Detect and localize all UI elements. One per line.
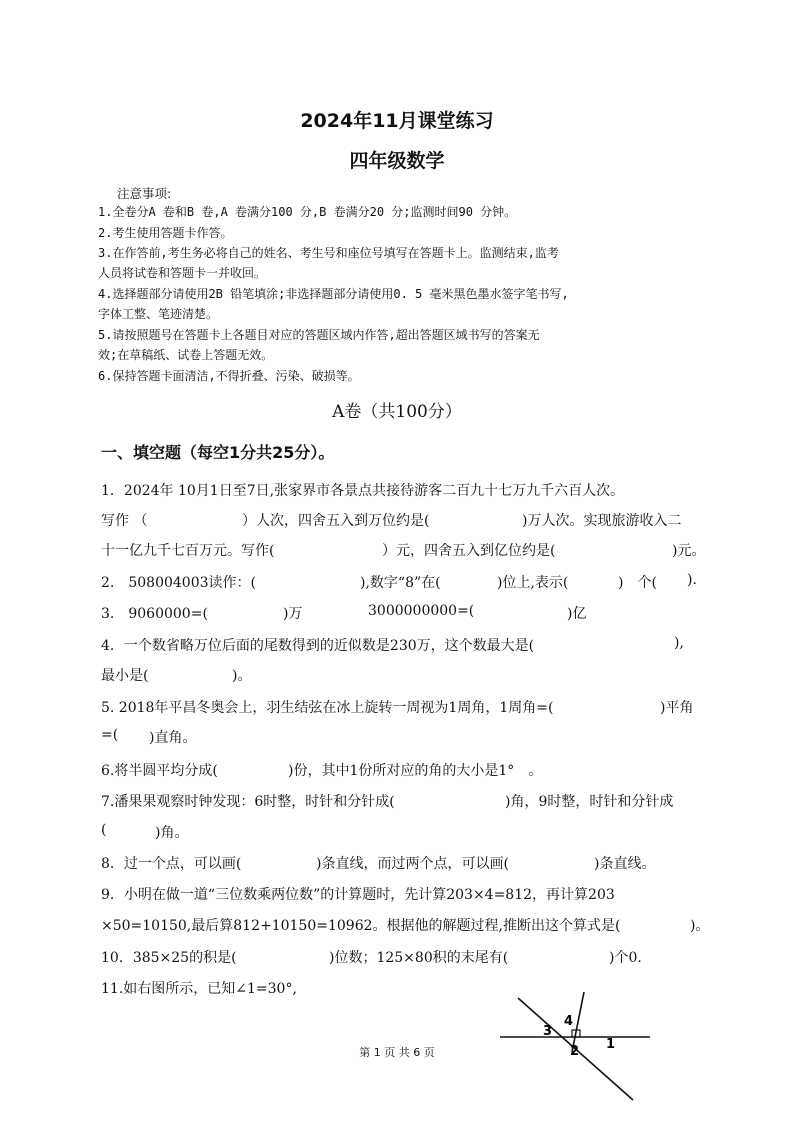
page-number: 第 1 页 共 6 页 <box>359 1046 435 1059</box>
q4-text-d: )。 <box>232 668 252 684</box>
q5-text-d: )直角。 <box>149 730 197 746</box>
notice-line: 字体工整、笔迹清楚。 <box>98 307 219 321</box>
subject-title: 四年级数学 <box>349 150 445 172</box>
q1-text-c: )万人次。实现旅游收入二 <box>522 513 682 529</box>
part-one-heading: 一、填空题（每空1分共25分）。 <box>101 443 335 462</box>
q5-text-a: 5. 2018年平昌冬奥会上，羽生结弦在冰上旋转一周视为1周角，1周角=( <box>101 700 554 716</box>
q8-text-c: )条直线。 <box>594 856 656 872</box>
q1-text-e: ）元，四舍五入到亿位约是( <box>382 543 556 559</box>
notice-line: 人员将试卷和答题卡一并收回。 <box>98 266 267 280</box>
q6-text-b: )份，其中1份所对应的角的大小是1° 。 <box>288 763 543 779</box>
q3-text-a: 3. 9060000=( <box>101 606 208 622</box>
angle-label-1: 1 <box>606 1037 616 1052</box>
q2-text-c: )位上,表示( <box>497 575 569 591</box>
q9-text-a: ×50=10150,最后算812+10150=10962。根据他的解题过程,推断出这个算式是( <box>101 918 621 934</box>
q6-text-a: 6.将半圆平均分成( <box>101 763 218 779</box>
q5-text-c: =( <box>101 727 119 743</box>
q5-text-b: )平角 <box>660 700 694 716</box>
notice-line: 5.请按照题号在答题卡上各题目对应的答题区域内作答,超出答题区域书写的答案无 <box>98 328 540 342</box>
notice-line: 1.全卷分A 卷和B 卷,A 卷满分100 分,B 卷满分20 分;监测时间90 分钟。 <box>98 205 517 219</box>
q3-text-c: 3000000000=( <box>368 603 475 619</box>
q3-text-d: )亿 <box>567 606 587 622</box>
q1-text-f: )元。 <box>672 543 706 559</box>
angle-label-3: 3 <box>543 1024 553 1039</box>
q2-text-e: ). <box>687 572 697 588</box>
q7-text-b: )角，9时整，时针和分针成 <box>505 794 674 810</box>
angle-label-4: 4 <box>564 1014 574 1029</box>
angle-label-2: 2 <box>570 1044 580 1059</box>
vertical-line <box>572 992 585 1052</box>
notice-line: 4.选择题部分请使用2B 铅笔填涂;非选择题部分请使用0. 5 毫米黑色墨水签字笔书写, <box>98 287 569 301</box>
page-title: 2024年11月课堂练习 <box>300 110 494 132</box>
notice-line: 效;在草稿纸、试卷上答题无效。 <box>98 348 274 362</box>
question-1-line-1: 1．2024年 10月1日至7日,张家界市各景点共接待游客二百九十七万九千六百人次。 <box>101 483 625 499</box>
q1-text-a: 写作 （ <box>101 513 148 529</box>
notice-line: 3.在作答前,考生务必将自己的姓名、考生号和座位号填写在答题卡上。监测结束,监考 <box>98 246 559 260</box>
q2-text-b: ),数字“8”在( <box>360 575 441 591</box>
q4-text-b: ), <box>674 635 684 651</box>
q8-text-b: )条直线，而过两个点，可以画( <box>316 856 509 872</box>
q9-text-b: )。 <box>690 918 710 934</box>
q3-text-b: )万 <box>283 606 303 622</box>
q4-text-a: 4．一个数省略万位后面的尾数得到的近似数是230万，这个数最大是( <box>101 638 535 654</box>
q7-text-c: ( <box>101 822 107 838</box>
q10-text-b: )位数；125×80积的末尾有( <box>329 950 509 966</box>
q1-text-d: 十一亿九千七百万元。写作( <box>101 543 275 559</box>
q2-text-d: ) 个( <box>618 575 657 591</box>
q2-text-a: 2. 508004003读作：( <box>101 575 256 591</box>
q10-text-a: 10．385×25的积是( <box>101 950 237 966</box>
q10-text-c: )个0. <box>609 950 642 966</box>
notice-heading: 注意事项: <box>117 186 172 201</box>
q7-text-a: 7.潘果果观察时钟发现：6时整，时针和分针成( <box>101 794 395 810</box>
section-a-title: A卷（共100分） <box>332 402 462 422</box>
notice-line: 2.考生使用答题卡作答。 <box>98 226 233 240</box>
q7-text-d: )角。 <box>155 825 189 841</box>
question-11: 11.如右图所示，已知∠1=30°, <box>101 981 297 997</box>
q8-text-a: 8．过一个点，可以画( <box>101 856 242 872</box>
q1-text-b: ）人次，四舍五入到万位约是( <box>242 513 430 529</box>
q4-text-c: 最小是( <box>101 668 149 684</box>
notice-line: 6.保持答题卡面清洁,不得折叠、污染、破损等。 <box>98 369 360 383</box>
question-9-line-1: 9．小明在做一道“三位数乘两位数”的计算题时，先计算203×4=812，再计算203 <box>101 887 615 903</box>
